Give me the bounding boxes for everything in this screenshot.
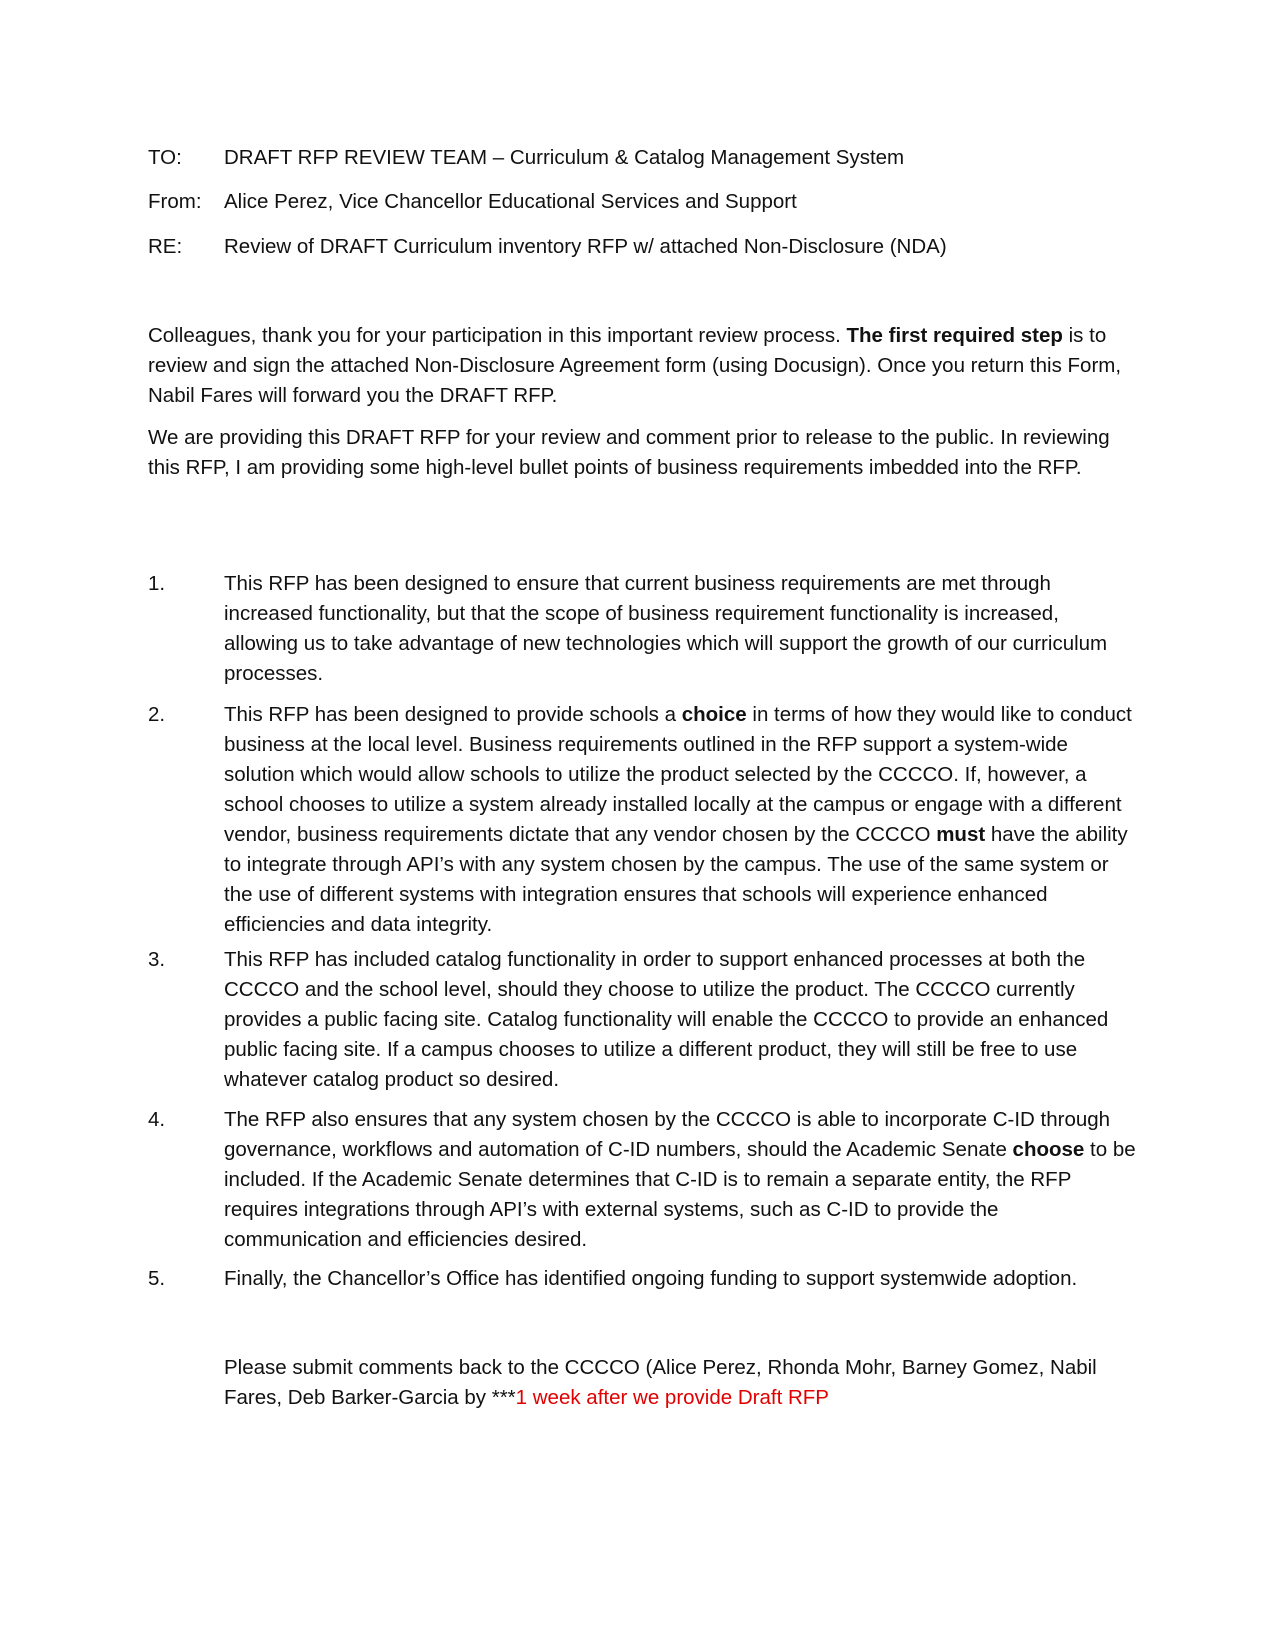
list-item-number: 4. [148, 1108, 166, 1131]
memo-from-label: From: [148, 190, 202, 213]
memo-re-value: Review of DRAFT Curriculum inventory RFP w/ attached Non-Disclosure (NDA) [224, 235, 947, 258]
intro-p1-a: Colleagues, thank you for your participation in this important review process. [148, 324, 847, 347]
closing-paragraph [224, 1353, 1124, 1413]
memo-to-value: DRAFT RFP REVIEW TEAM – Curriculum & Catalog Management System [224, 146, 905, 169]
list-item-text [224, 1105, 1136, 1255]
closing-deadline: 1 week after we provide Draft RFP [515, 1386, 829, 1409]
list-item-number: 2. [148, 703, 166, 726]
list-item-text: This RFP has included catalog functionality in order to support enhanced processes at both the CCCCO and the school level, should they choose to utilize the product. The CCCCO currently provides a public facing site. Catalog functionality will enable the CCCCO to provide an enhanced public facing site. If a campus chooses to utilize a different product, they will still be free to use whatever catalog product so desired. [224, 948, 1109, 1091]
list-item-4-a: The RFP also ensures that any system chosen by the CCCCO is able to incorporate C-ID through governance, workflows and automation of C-ID numbers, should the Academic Senate [224, 1108, 1111, 1161]
list-item-text: This RFP has been designed to ensure that current business requirements are met through increased functionality, but that the scope of business requirement functionality is increased, allowing us to take advantage of new technologies which will support the growth of our curriculum processes. [224, 572, 1108, 685]
list-item-text [224, 700, 1136, 940]
list-item-2-c: have the ability to integrate through API’s with any system chosen by the campus. The use of the same system or the use of different systems with integration ensures that schools will experience enhanced efficiencies and data integrity. [224, 823, 1128, 936]
memo-from-row [148, 187, 1148, 217]
list-item-4-b: to be included. If the Academic Senate determines that C-ID is to remain a separate entity, the RFP requires integrations through API’s with external systems, such as C-ID to provide the communication and efficiencies desired. [224, 1138, 1136, 1251]
memo-to-label: TO: [148, 146, 182, 169]
intro-paragraph-1 [148, 321, 1128, 411]
list-item-text: Finally, the Chancellor’s Office has identified ongoing funding to support systemwide adoption. [224, 1267, 1078, 1290]
list-item-2-bold-choice: choice [681, 703, 747, 726]
intro-paragraph-2: We are providing this DRAFT RFP for your review and comment prior to release to the public. In reviewing this RFP, I am providing some high-level bullet points of business requirements imbedded into the RFP. [148, 426, 1110, 479]
memo-re-label: RE: [148, 235, 183, 258]
list-item-4-bold-choose: choose [1012, 1138, 1085, 1161]
list-item-number: 5. [148, 1267, 166, 1290]
memo-re-row [148, 232, 1148, 262]
closing-text: Please submit comments back to the CCCCO (Alice Perez, Rhonda Mohr, Barney Gomez, Nabil Fares, Deb Barker-Garcia by *** [224, 1356, 1097, 1409]
list-item-2-bold-must: must [936, 823, 986, 846]
list-item-2-b: in terms of how they would like to conduct business at the local level. Business requirements outlined in the RFP support a system-wide solution which would allow schools to utilize the product selected by the CCCCO. If, however, a school chooses to utilize a system already installed locally at the campus or engage with a different vendor, business requirements dictate that any vendor chosen by the CCCCO [224, 703, 1132, 846]
list-item-number: 1. [148, 572, 166, 595]
memo-to-row [148, 143, 1148, 173]
list-item-number: 3. [148, 948, 166, 971]
list-item-2-a: This RFP has been designed to provide schools a [224, 703, 682, 726]
memo-from-value: Alice Perez, Vice Chancellor Educational Services and Support [224, 190, 797, 213]
intro-p1-b: is to review and sign the attached Non-Disclosure Agreement form (using Docusign). Once you return this Form, Nabil Fares will forward you the DRAFT RFP. [148, 324, 1122, 407]
intro-p1-bold: The first required step [846, 324, 1063, 347]
